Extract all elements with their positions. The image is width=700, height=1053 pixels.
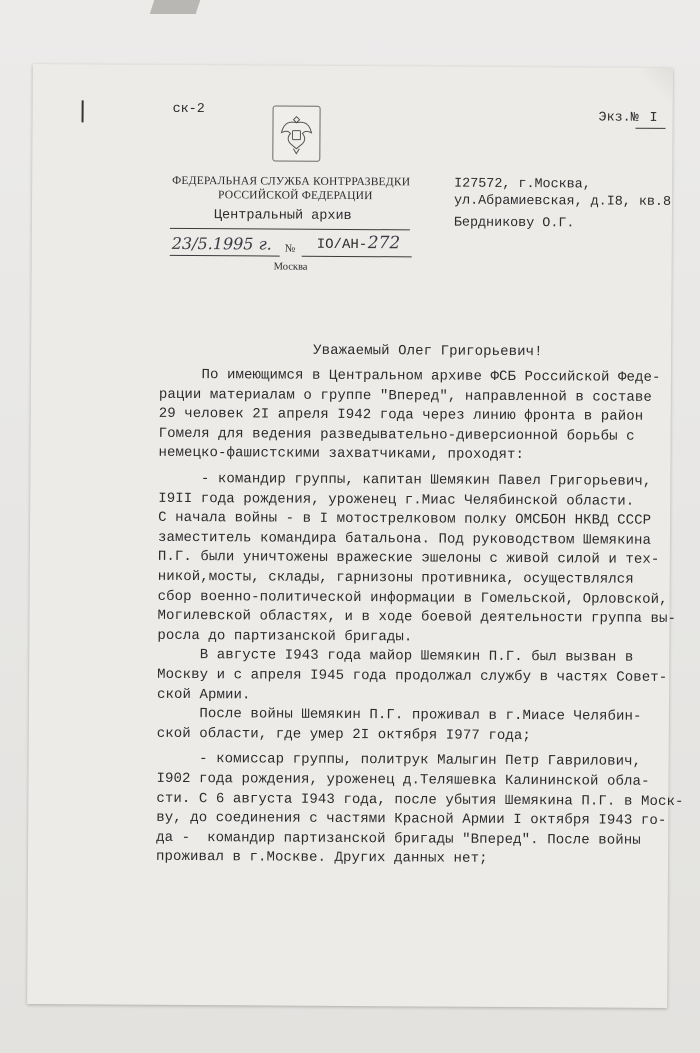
department-name: Центральный архив [213, 208, 352, 225]
body-line: П.Г. были уничтожены вражеские эшелоны с живой силой и тех- [157, 548, 660, 568]
body-line: По имеющимся в Центральном архиве ФСБ Российской Феде- [158, 366, 661, 386]
copy-label: Экз.№ [598, 110, 639, 126]
body-line: да - командир партизанской бригады "Вперед". После войны [156, 829, 641, 849]
body-line: - комиссар группы, политрук Малыгин Петр Гаврилович, [156, 750, 642, 770]
body-line: ву, до соединения с частями Красной Армии I октября I943 го- [156, 809, 667, 829]
recipient-name: Бердникову О.Г. [453, 215, 575, 232]
body-line: Гомеля для ведения разведывательно-диверсионной борьбы с [158, 425, 635, 445]
state-emblem-icon [272, 106, 320, 162]
copy-number-underline [635, 128, 665, 129]
page-corner-fold [643, 68, 673, 108]
body-line: Могилевской областях, и в ходе боевой деятельности группа вы- [157, 607, 677, 627]
body-line: В августе I943 года майор Шемякин П.Г. был вызван в [157, 646, 634, 666]
number-underline [302, 256, 412, 258]
body-line: С начала войны - в I мотострелковом полку ОМСБОН НКВД СССР [158, 509, 652, 529]
document-page [27, 64, 684, 1008]
body-line: заместитель командира батальона. Под руководством Шемякина [157, 529, 652, 549]
body-line: После войны Шемякин П.Г. проживал в г.Миасе Челябин- [156, 705, 642, 725]
body-line: проживал в г.Москве. Других данных нет; [155, 848, 488, 867]
body-line: рации материалам о группе "Вперед", направленной в составе [158, 386, 652, 406]
department-underline [170, 228, 410, 230]
body-line: I902 года рождения, уроженец д.Теляшевка Калининской обла- [156, 770, 650, 790]
body-line: никой,мосты, склады, гарнизоны противника, осуществлялся [157, 568, 634, 588]
body-line: ской Армии. [156, 686, 251, 704]
body-line: сбор военно-политической информации в Гомельской, Орловской, [157, 588, 668, 608]
body-line: I9II года рождения, уроженец г.Миас Челябинской области. [158, 490, 635, 510]
binder-clip [150, 0, 201, 14]
body-line: росла до партизанской бригады. [157, 627, 413, 646]
body-line: сти. С 6 августа I943 года, после убытия Шемякина П.Г. в Моск- [156, 790, 684, 811]
document-date: 23/5.1995 г. [171, 233, 272, 254]
recipient-address-line2: ул.Абрамиевская, д.I8, кв.8 [454, 193, 672, 210]
body-line: 29 человек 2I апреля I942 года через линию фронта в район [158, 405, 644, 425]
margin-mark [82, 100, 84, 122]
document-code: ск-2 [172, 101, 205, 118]
body-line: - командир группы, капитан Шемякин Павел Григорьевич, [158, 470, 652, 490]
agency-name-line2: РОССИЙСКОЙ ФЕДЕРАЦИИ [218, 189, 373, 203]
document-city: Москва [273, 261, 308, 273]
agency-name-line1: ФЕДЕРАЛЬНАЯ СЛУЖБА КОНТРРАЗВЕДКИ [172, 174, 411, 189]
document-number-prefix: IO/АН- [316, 236, 368, 254]
salutation: Уважаемый Олег Григорьевич! [313, 342, 543, 361]
recipient-address-line1: I27572, г.Москва, [454, 176, 591, 193]
body-line: немецко-фашистскими захватчиками, проходят: [158, 444, 525, 464]
body-line: Москву и с апреля I945 года продолжал службу в частях Совет- [157, 666, 668, 686]
date-underline [170, 255, 280, 257]
number-sign: № [284, 242, 296, 255]
copy-number: I [649, 110, 658, 126]
document-number-handwritten: 272 [367, 233, 401, 254]
body-line: ской области, где умер 2I октября I977 года; [156, 725, 531, 745]
